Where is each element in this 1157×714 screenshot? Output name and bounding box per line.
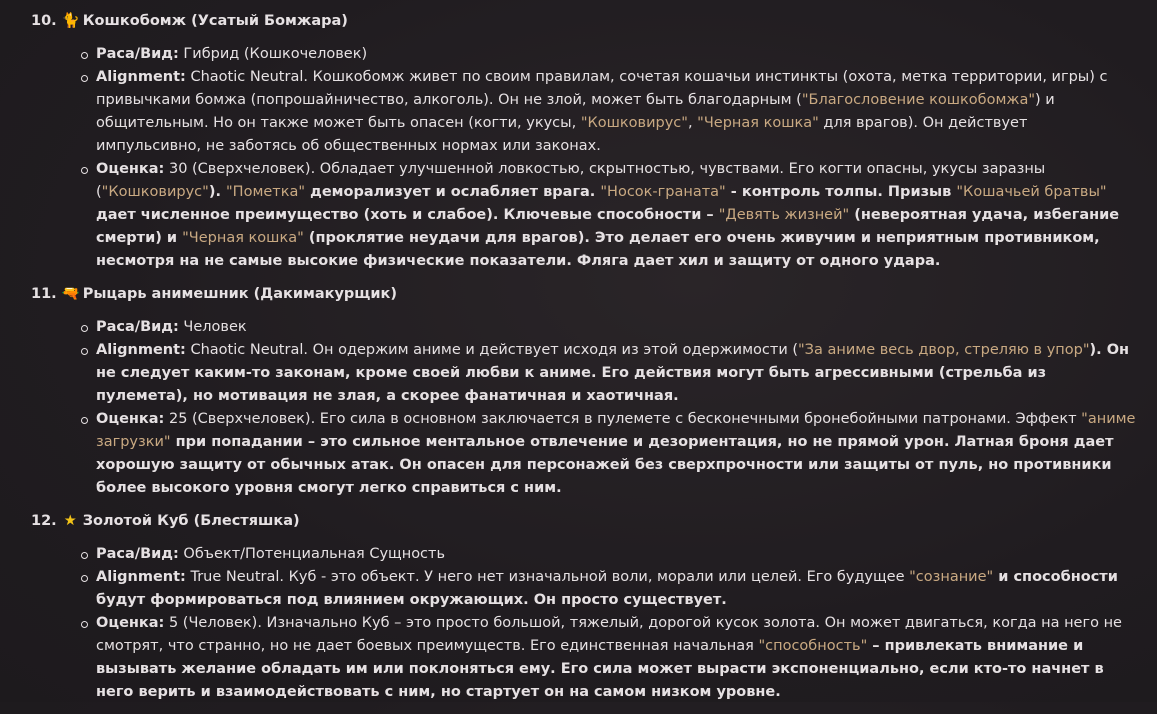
quoted-ability: "Благословение кошкобомжа" (801, 92, 1035, 108)
document-body (31, 10, 1137, 714)
race-value: Объект/Потенциальная Сущность (183, 546, 446, 562)
race-item (96, 543, 1137, 566)
alignment-text: Chaotic Neutral. Он одержим аниме и действует исходя из этой одержимости ( (190, 342, 799, 358)
alignment-item (96, 339, 1137, 408)
race-label: Раса/Вид: (96, 46, 179, 62)
entry-12 (31, 510, 1137, 704)
rating-label: Оценка: (96, 161, 165, 177)
quoted-ability: "Кошковирус" (580, 115, 688, 131)
entry-number: 11. (31, 286, 57, 302)
entry-properties (31, 543, 1137, 704)
rating-text: дает численное преимущество (хоть и слабое). Ключевые способности – (96, 207, 719, 223)
race-value: Человек (183, 319, 247, 335)
entry-number: 12. (31, 513, 57, 529)
rating-text: - контроль толпы. Призыв (725, 184, 957, 200)
race-item (96, 316, 1137, 339)
entry-heading (31, 510, 1137, 533)
star-icon: ★ (63, 513, 77, 529)
rating-item (96, 612, 1137, 704)
alignment-label: Alignment: (96, 69, 186, 85)
entry-title: Золотой Куб (Блестяшка) (82, 513, 300, 529)
rating-text: (невероятная удача, избегание смерти) и (96, 207, 1120, 246)
quoted-ability: "Пометка" (226, 184, 306, 200)
entry-properties (31, 43, 1137, 273)
rating-item (96, 408, 1137, 500)
quoted-ability: "Девять жизней" (718, 207, 850, 223)
quoted-ability: "За аниме весь двор, стреляю в упор" (798, 342, 1090, 358)
rating-label: Оценка: (96, 615, 165, 631)
quoted-ability: "Черная кошка" (182, 230, 304, 246)
quoted-ability: "Носок-граната" (600, 184, 726, 200)
rating-text: ). (208, 184, 226, 200)
rating-label: Оценка: (96, 411, 165, 427)
alignment-text: для врагов). Он действует импульсивно, не заботясь об общественных нормах или законах. (96, 115, 1028, 154)
rating-text: 25 (Сверхчеловек). Его сила в основном заключается в пулемете с бесконечными бронебойными патронами. Эффект (168, 411, 1082, 427)
quoted-ability: "Кошачьей братвы" (956, 184, 1107, 200)
rating-text: (проклятие неудачи для врагов). Это делает его очень живучим и неприятным противником, несмотря на не самые высокие физические показатели. Фляга дает хил и защиту от одного удара. (96, 230, 1100, 269)
alignment-text: Chaotic Neutral. Кошкобомж живет по своим правилам, сочетая кошачьи инстинкты (охота, метка территории, игры) с привычками бомжа (попрошайничество, алкоголь). Он не злой, может быть благодарным ( (96, 69, 1108, 108)
entry-title: Рыцарь анимешник (Дакимакурщик) (82, 286, 397, 302)
race-label: Раса/Вид: (96, 319, 179, 335)
entry-heading (31, 283, 1137, 306)
alignment-item (96, 566, 1137, 612)
race-label: Раса/Вид: (96, 546, 179, 562)
entry-number: 10. (31, 13, 57, 29)
alignment-text: ). Он не следует каким-то законам, кроме своей любви к аниме. Его действия могут быть агрессивными (стрельба из пулемета), но мотивация не злая, а скорее фанатичная и хаотичная. (96, 342, 1130, 404)
entry-11 (31, 283, 1137, 500)
quoted-ability: "Кошковирус" (101, 184, 209, 200)
quoted-ability: "способность" (758, 638, 868, 654)
race-item (96, 43, 1137, 66)
entry-10 (31, 10, 1137, 273)
rating-text: 30 (Сверхчеловек). Обладает улучшенной ловкостью, скрытностью, чувствами. Его когти опасны, укусы заразны ( (96, 161, 1046, 200)
quoted-ability: "аниме загрузки" (96, 411, 1136, 450)
alignment-text: ) и общительным. Но он также может быть опасен (когти, укусы, (96, 92, 1055, 131)
alignment-item (96, 66, 1137, 158)
water-gun-icon: 🔫 (61, 286, 80, 302)
quoted-ability: "Черная кошка" (697, 115, 819, 131)
alignment-text: и способности будут формироваться под влиянием окружающих. Он просто существует. (96, 569, 1118, 608)
rating-text: 5 (Человек). Изначально Куб – это просто большой, тяжелый, дорогой кусок золота. Он может двигаться, когда на него не смотрят, что странно, но не дает боевых преимуществ. Его единственная начальная (96, 615, 1122, 654)
rating-text: – привлекать внимание и вызывать желание обладать им или поклоняться ему. Его сила может вырасти экспоненциально, если кто-то начнет в него верить и взаимодействовать с ним, но стартует он на самом низком уровне. (96, 638, 1104, 700)
entry-properties (31, 316, 1137, 500)
alignment-text: , (687, 115, 698, 131)
rating-item (96, 158, 1137, 273)
alignment-label: Alignment: (96, 569, 186, 585)
entry-heading (31, 10, 1137, 33)
entry-title: Кошкобомж (Усатый Бомжара) (82, 13, 348, 29)
quoted-ability: "сознание" (909, 569, 994, 585)
alignment-text: True Neutral. Куб - это объект. У него нет изначальной воли, морали или целей. Его будущее (190, 569, 910, 585)
rating-text: деморализует и ослабляет врага. (305, 184, 601, 200)
cat-icon: 🐈 (61, 13, 80, 29)
rating-text: при попадании – это сильное ментальное отвлечение и дезориентация, но не прямой урон. Латная броня дает хорошую защиту от обычных атак. Он опасен для персонажей без сверхпрочности или защиты от пуль, но противники более высокого уровня смогут легко справиться с ним. (96, 434, 1114, 496)
race-value: Гибрид (Кошкочеловек) (183, 46, 368, 62)
alignment-label: Alignment: (96, 342, 186, 358)
